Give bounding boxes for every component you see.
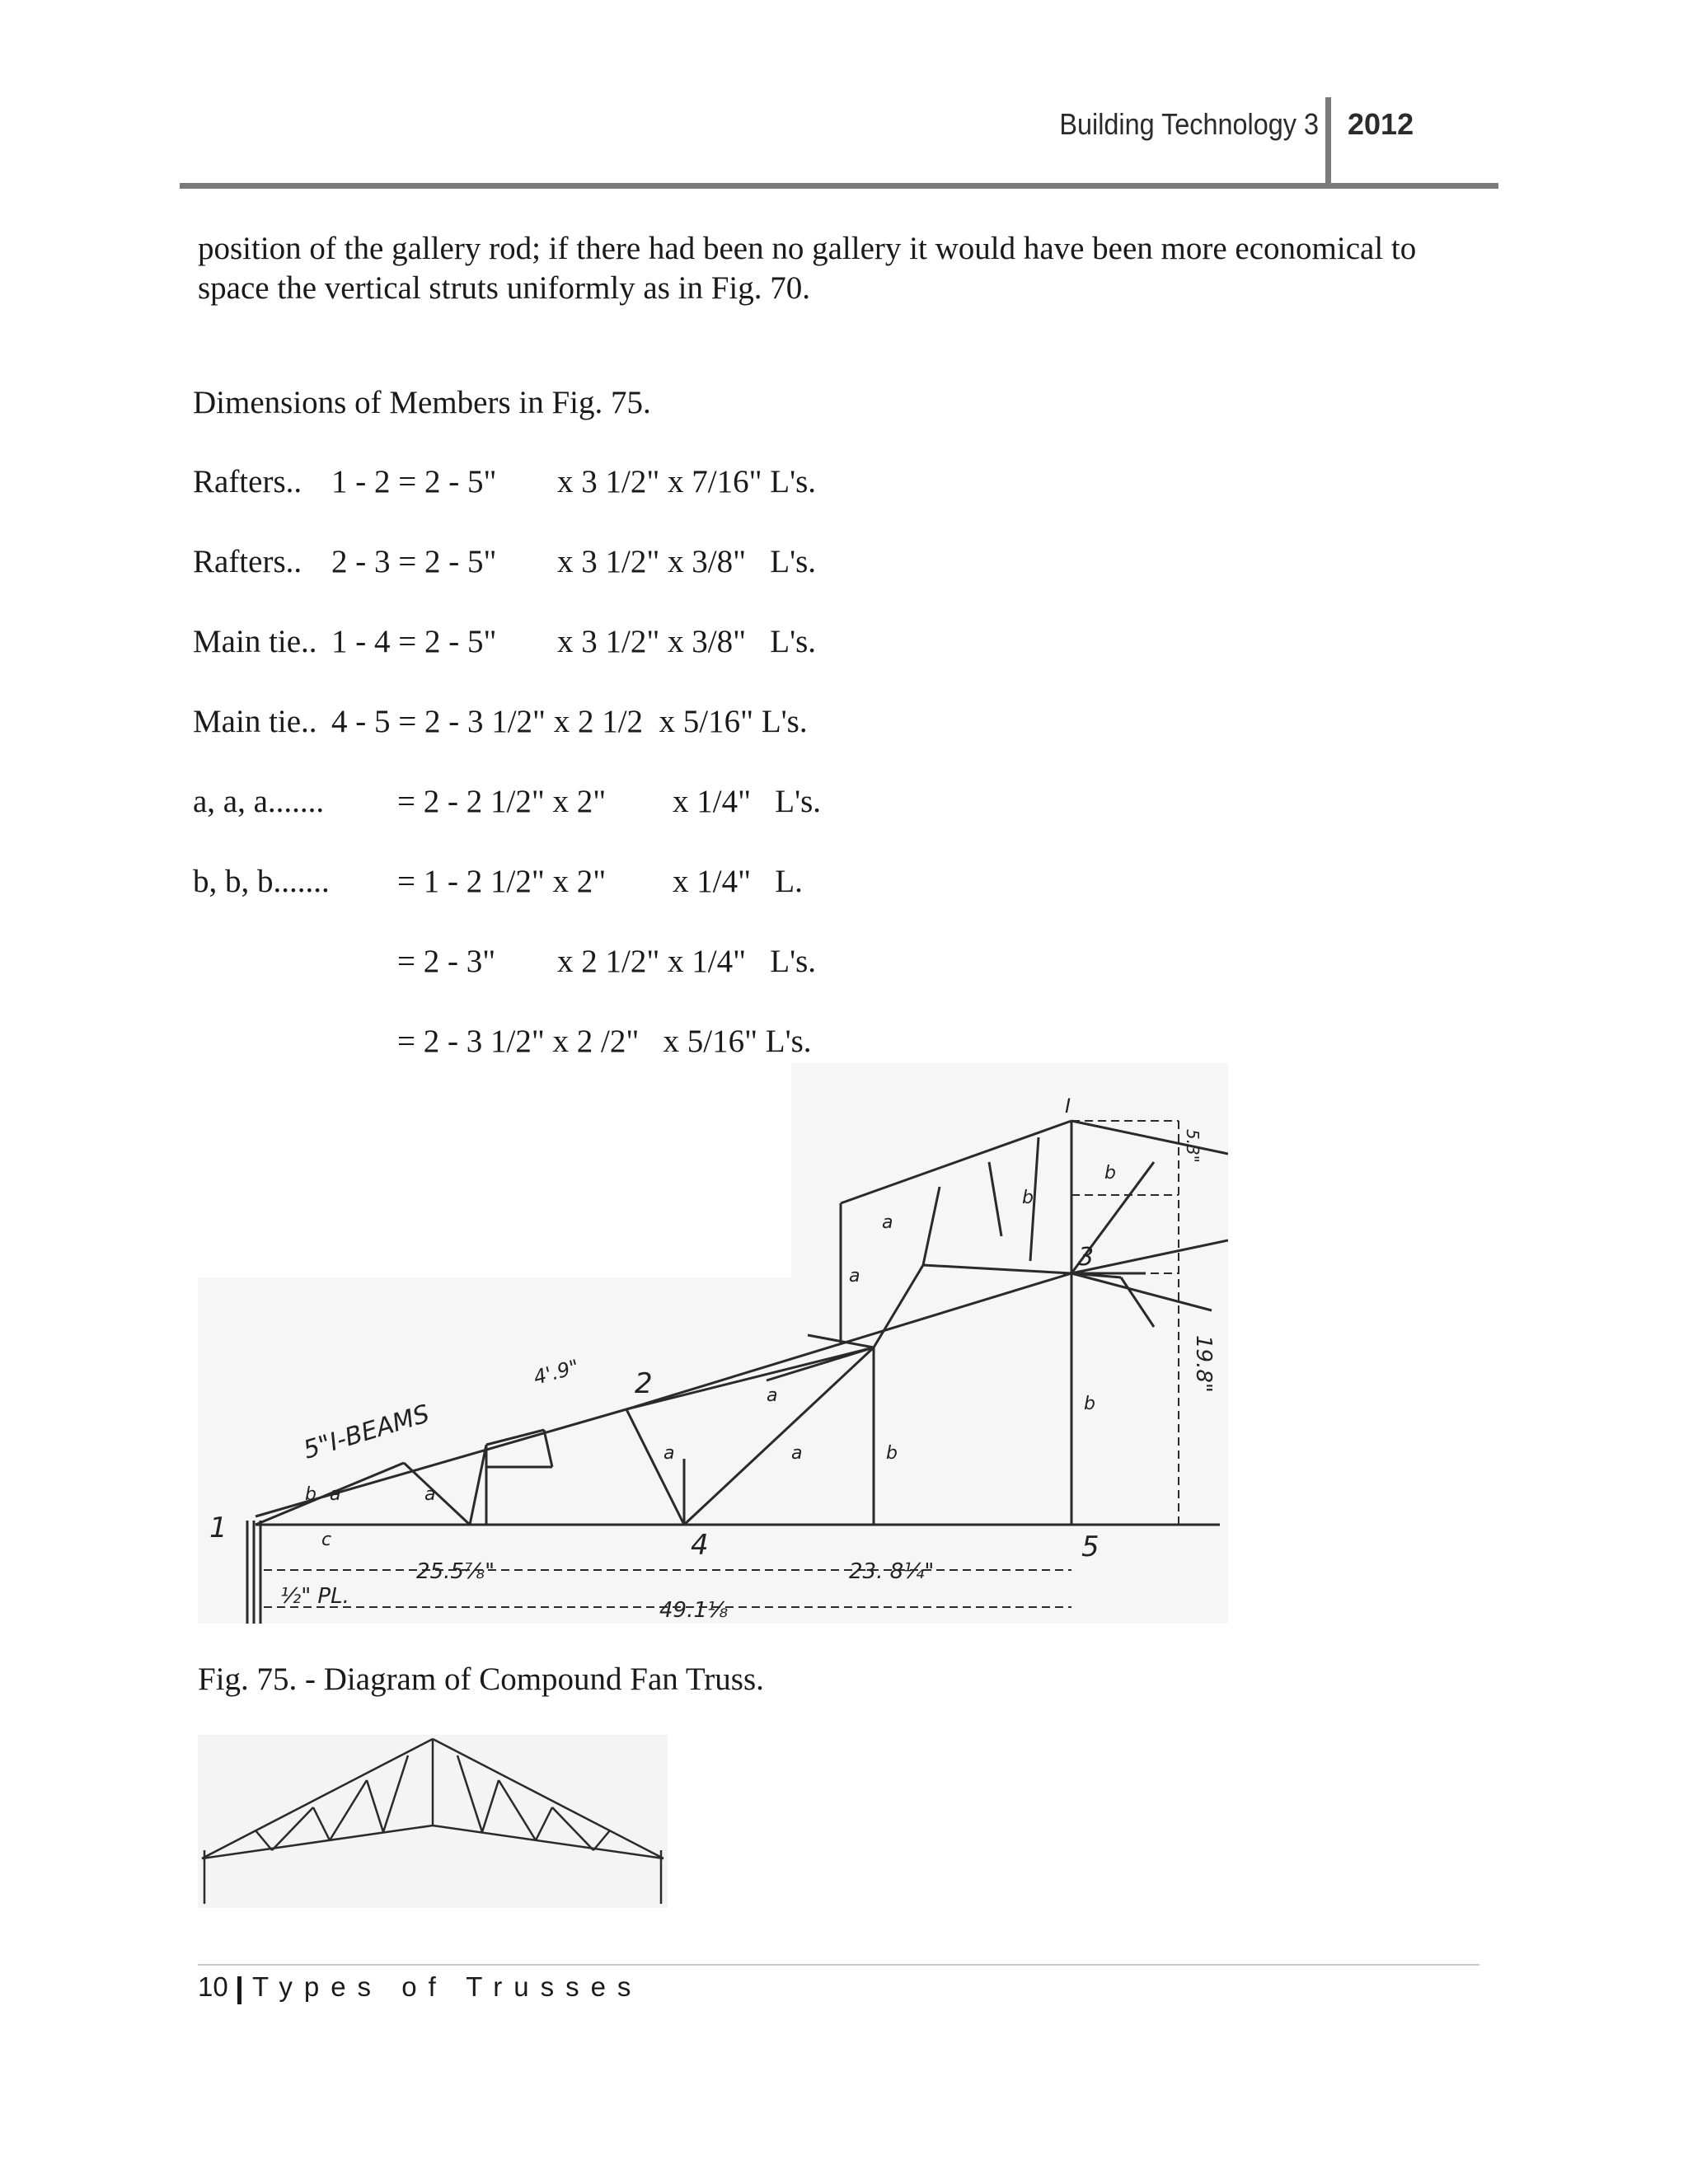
member-section: x 1/4" L's. [673, 784, 822, 819]
dim-height-label: 19.8" [1191, 1335, 1216, 1393]
member-section: x 2 1/2" x 1/4" L's. [557, 944, 817, 979]
dim-small-label: 5.3" [1183, 1129, 1203, 1164]
member-a-label: a [849, 1266, 860, 1286]
header-rule [180, 183, 1498, 189]
member-name: Rafters.. [193, 464, 302, 499]
member-b-label: b [1104, 1163, 1116, 1183]
member-section: x 3 1/2" x 3/8" L's. [557, 624, 817, 659]
member-equation: 2 - 3 = 2 - 5" [331, 544, 497, 579]
member-name: Main tie.. [193, 704, 317, 739]
member-equation: = 1 - 2 1/2" x 2" [397, 864, 607, 899]
node-1-label: 1 [209, 1511, 227, 1544]
paragraph-line-1: position of the gallery rod; if there had been no gallery it would have been more economical to [198, 231, 1417, 266]
dimensions-title: Dimensions of Members in Fig. 75. [193, 385, 651, 420]
member-equation: = 2 - 2 1/2" x 2" [397, 784, 607, 819]
paragraph-line-2: space the vertical struts uniformly as in Fig. 70. [198, 270, 811, 306]
member-equation: 4 - 5 = 2 - 3 1/2" x 2 1/2 x 5/16" L's. [331, 704, 808, 739]
member-name: b, b, b....... [193, 864, 330, 899]
member-a-label: a [663, 1443, 675, 1464]
member-equation: = 2 - 3 1/2" x 2 /2" x 5/16" L's. [397, 1024, 812, 1059]
member-name: a, a, a....... [193, 784, 325, 819]
dim-right-label: 23. 8¼" [849, 1559, 935, 1584]
node-5-label: 5 [1081, 1530, 1100, 1563]
footer-rule [198, 1964, 1479, 1966]
member-b-label: b [305, 1484, 316, 1505]
member-section: x 1/4" L. [673, 864, 803, 899]
intro-paragraph [198, 229, 1467, 308]
spacing-label: 4'.9" [531, 1355, 582, 1390]
member-b-label: b [886, 1443, 898, 1464]
member-b-label: b [1022, 1188, 1034, 1208]
header-title: Building Technology 3 [1059, 107, 1319, 141]
footer-section-title: Types of Trusses [252, 1971, 643, 2002]
plate-label: ½" PL. [280, 1584, 349, 1609]
node-3-label: 3 [1078, 1243, 1095, 1272]
member-a-label: a [330, 1484, 341, 1505]
dim-left-label: 25.5⅞" [416, 1559, 495, 1584]
member-name: Rafters.. [193, 544, 302, 579]
beams-label: 5"I-BEAMS [300, 1399, 434, 1465]
member-a-label: a [767, 1385, 778, 1406]
footer-page-number: 10 [198, 1971, 228, 2002]
member-a-label: a [882, 1212, 893, 1233]
member-equation: 1 - 2 = 2 - 5" [331, 464, 497, 499]
member-i-label: I [1065, 1094, 1071, 1118]
header-separator [1325, 97, 1331, 186]
member-section: x 3 1/2" x 7/16" L's. [557, 464, 817, 499]
member-equation: 1 - 4 = 2 - 5" [331, 624, 497, 659]
node-2-label: 2 [635, 1367, 653, 1400]
figure-caption: Fig. 75. - Diagram of Compound Fan Truss. [198, 1661, 764, 1697]
pitched-truss-diagram [198, 1735, 668, 1908]
member-b-label: b [1084, 1394, 1095, 1414]
member-c-label: c [321, 1530, 332, 1550]
header-year: 2012 [1348, 107, 1414, 141]
member-a-label: a [424, 1484, 436, 1505]
member-equation: = 2 - 3" [397, 944, 496, 979]
dim-total-label: 49.1⅛ [659, 1598, 729, 1623]
node-4-label: 4 [691, 1529, 709, 1562]
member-a-label: a [791, 1443, 803, 1464]
footer-separator [237, 1976, 241, 2004]
member-section: x 3 1/2" x 3/8" L's. [557, 544, 817, 579]
member-name: Main tie.. [193, 624, 317, 659]
compound-fan-truss-diagram [198, 1063, 1228, 1624]
